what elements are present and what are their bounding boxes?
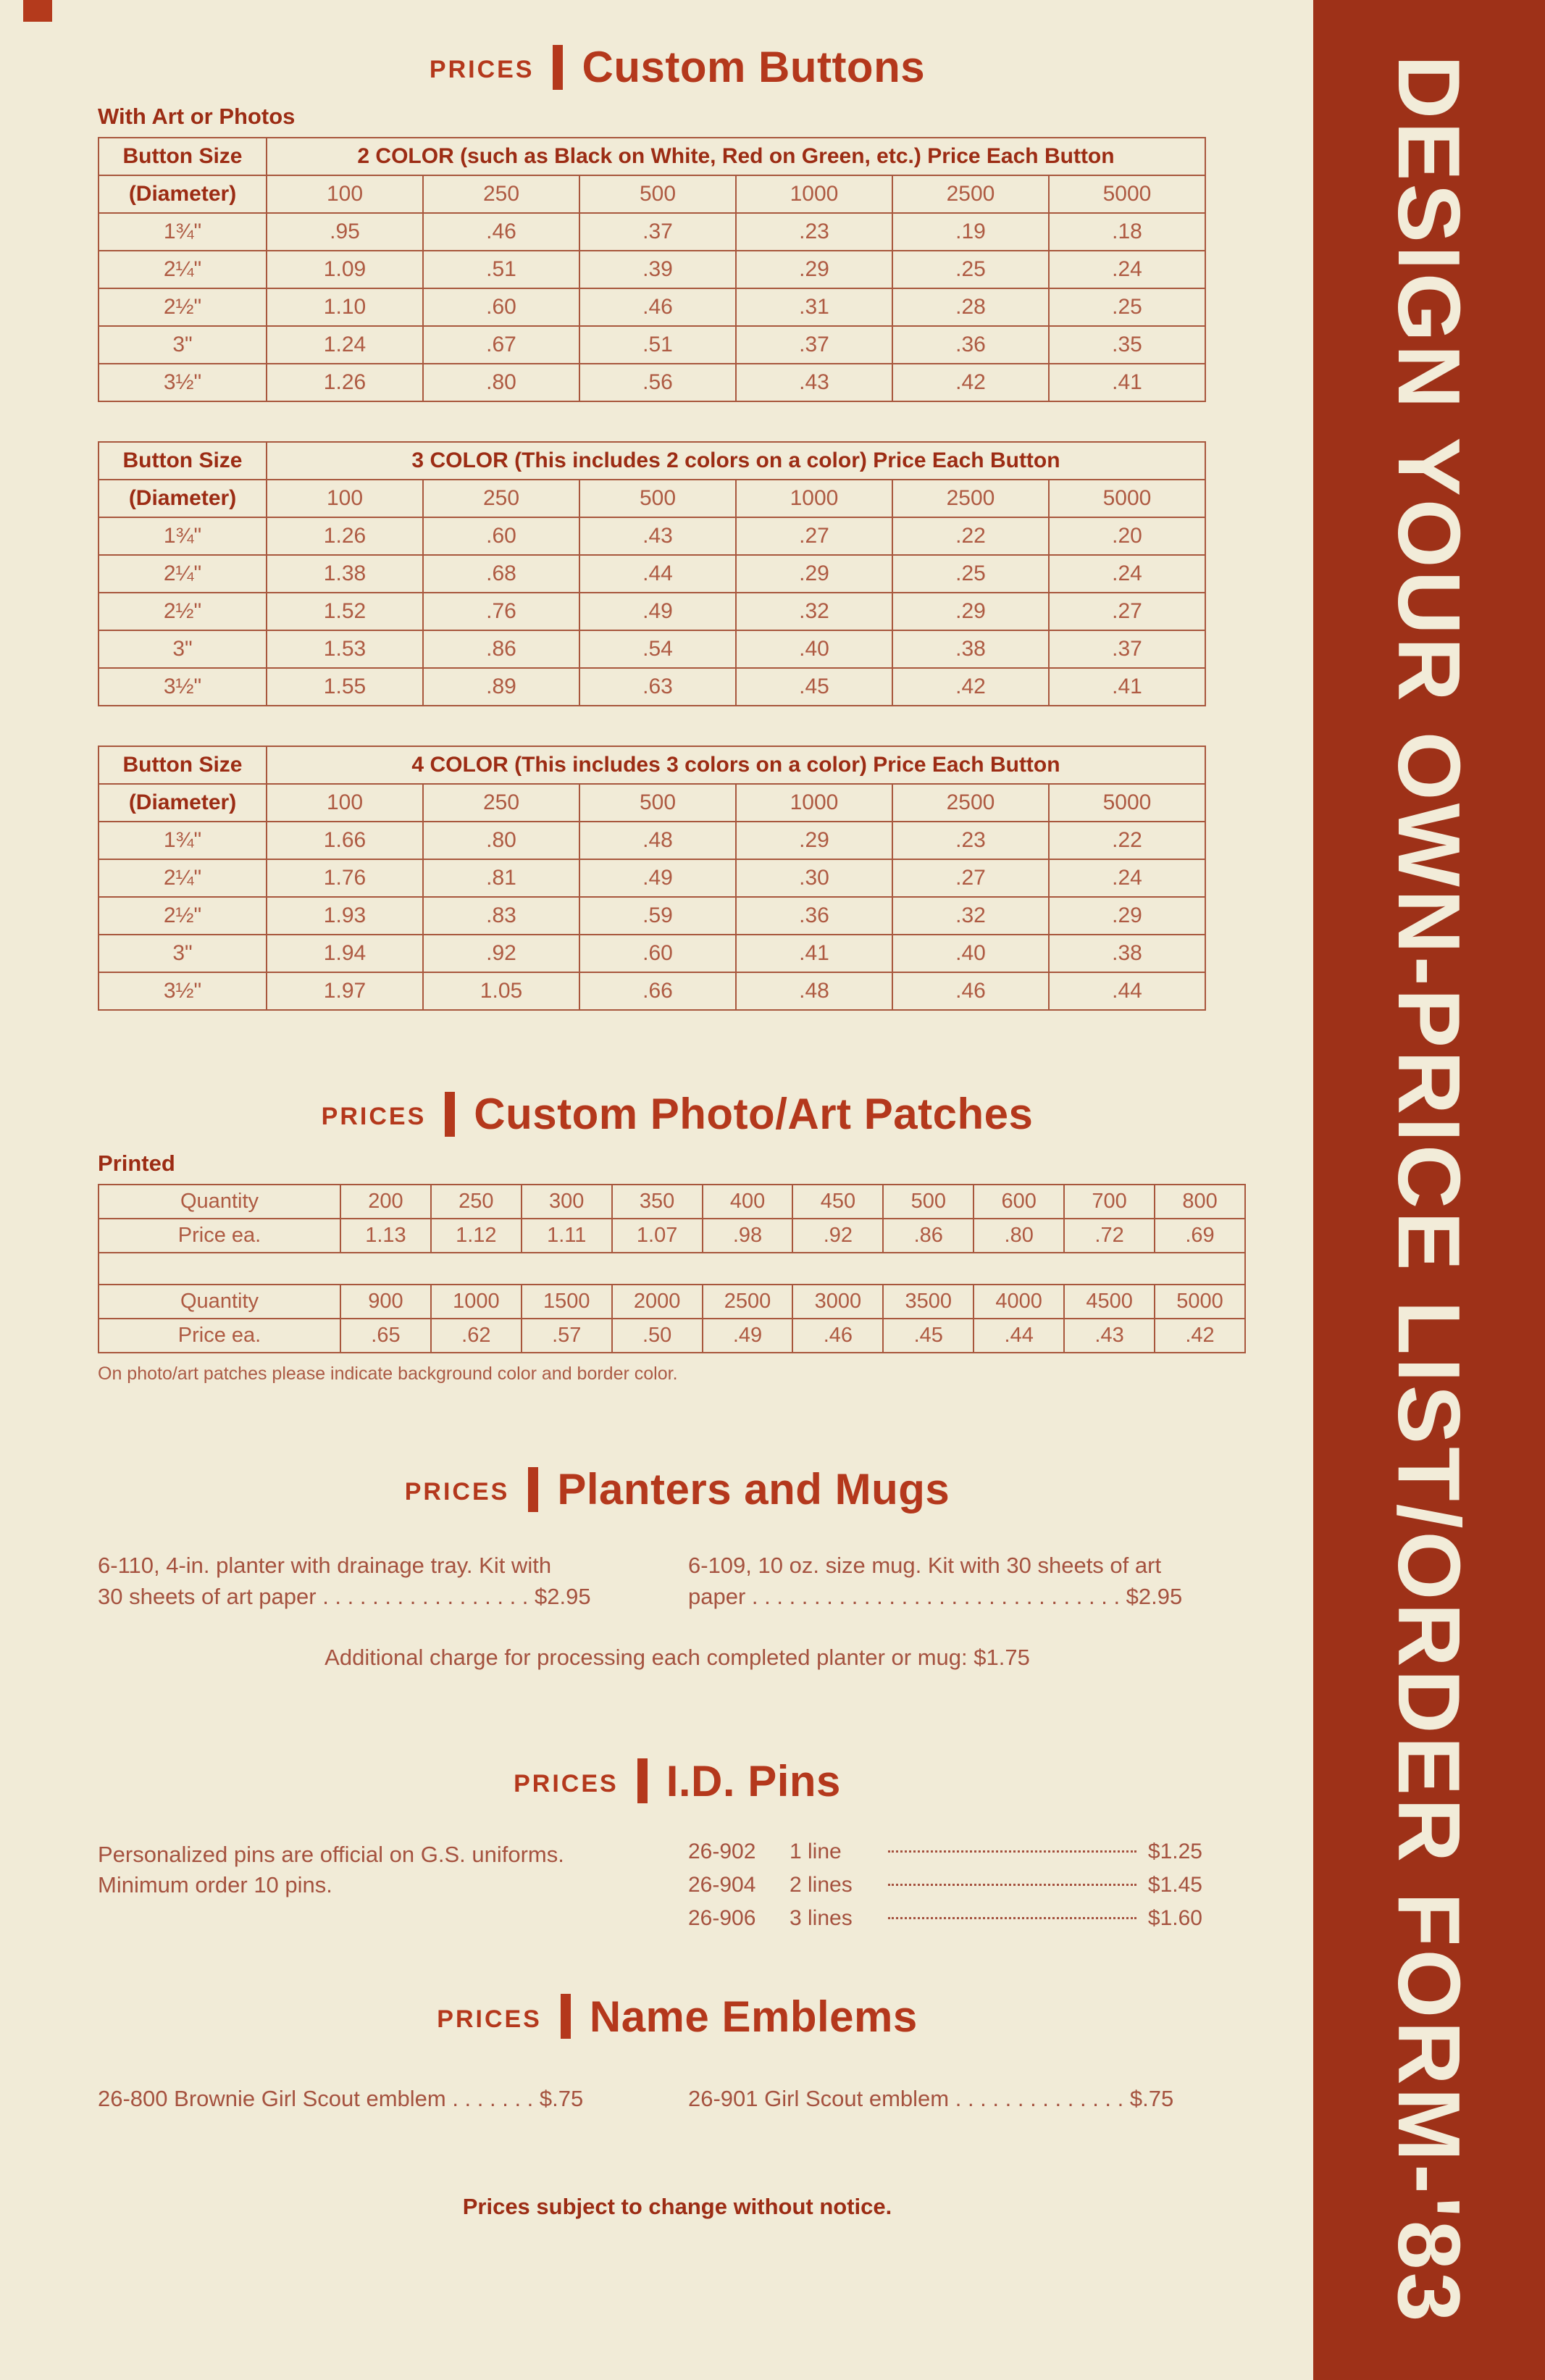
- table-row: [99, 593, 1205, 630]
- table-row: [99, 213, 1205, 251]
- price-cell: 1.11: [522, 1219, 612, 1253]
- price-cell: .43: [736, 364, 892, 401]
- price-cell: .24: [1049, 251, 1205, 288]
- item-price: $1.45: [1147, 1872, 1202, 1897]
- price-cell: 1.05: [423, 972, 579, 1010]
- section-title: Name Emblems: [589, 1992, 918, 2041]
- spacer-row: [99, 1253, 1245, 1285]
- price-cell: .42: [1155, 1319, 1245, 1353]
- section-title: Planters and Mugs: [557, 1465, 950, 1513]
- id-pin-price-line: [688, 1906, 1202, 1940]
- processing-charge-note: Additional charge for processing each completed planter or mug: $1.75: [325, 1644, 1030, 1670]
- price-cell: .46: [423, 213, 579, 251]
- item-text-line: 30 sheets of art paper . . . . . . . . . . . . . . . . . $2.95: [98, 1583, 591, 1609]
- row-label-cell: 3½": [99, 668, 267, 706]
- price-cell: 1.93: [267, 897, 423, 935]
- brownie-emblem-item: 26-800 Brownie Girl Scout emblem . . . . . . . $.75: [98, 2085, 584, 2111]
- price-cell: .44: [579, 555, 736, 593]
- section-subtitle: With Art or Photos: [98, 104, 296, 129]
- price-cell: .92: [423, 935, 579, 972]
- table-row: [99, 288, 1205, 326]
- price-cell: 300: [522, 1185, 612, 1219]
- table-subheader-row: [99, 175, 1205, 213]
- price-cell: .72: [1064, 1219, 1155, 1253]
- column-header-qty: 5000: [1049, 784, 1205, 822]
- patch-price-table: [98, 1184, 1246, 1353]
- price-cell: .44: [974, 1319, 1064, 1353]
- price-cell: 250: [431, 1185, 522, 1219]
- price-cell: 800: [1155, 1185, 1245, 1219]
- table-row: [99, 859, 1205, 897]
- column-header-qty: 1000: [736, 784, 892, 822]
- price-cell: .56: [579, 364, 736, 401]
- price-cell: .69: [1155, 1219, 1245, 1253]
- section-title: I.D. Pins: [666, 1756, 841, 1805]
- price-cell: .66: [579, 972, 736, 1010]
- side-banner: [1313, 0, 1545, 2380]
- column-header-color-pricing: 4 COLOR (This includes 3 colors on a color) Price Each Button: [267, 746, 1205, 784]
- price-cell: .25: [892, 251, 1049, 288]
- price-cell: 4000: [974, 1285, 1064, 1319]
- emblem-items: [98, 2084, 1257, 2115]
- row-label-cell: 2¼": [99, 859, 267, 897]
- price-cell: .29: [736, 822, 892, 859]
- item-code: 26-904: [688, 1872, 756, 1897]
- table-row: [99, 1319, 1245, 1353]
- description-line: Personalized pins are official on G.S. uniforms.: [98, 1841, 564, 1867]
- price-cell: .31: [736, 288, 892, 326]
- price-cell: .49: [579, 593, 736, 630]
- price-cell: .18: [1049, 213, 1205, 251]
- price-cell: 1.55: [267, 668, 423, 706]
- price-cell: 700: [1064, 1185, 1155, 1219]
- row-label-cell: 3½": [99, 972, 267, 1010]
- id-pins-description: [98, 1840, 688, 1940]
- price-cell: .22: [892, 517, 1049, 555]
- item-label: 1 line: [790, 1839, 842, 1863]
- price-cell: 450: [792, 1185, 883, 1219]
- table-row: [99, 897, 1205, 935]
- price-cell: .35: [1049, 326, 1205, 364]
- price-cell: .37: [1049, 630, 1205, 668]
- heading-divider-bar: [553, 45, 563, 90]
- price-cell: .43: [579, 517, 736, 555]
- price-cell: 1.07: [612, 1219, 703, 1253]
- price-cell: .32: [736, 593, 892, 630]
- section-heading: [98, 1089, 1257, 1139]
- price-cell: .60: [423, 517, 579, 555]
- price-cell: .41: [1049, 364, 1205, 401]
- description-line: Minimum order 10 pins.: [98, 1872, 332, 1898]
- column-header-diameter: (Diameter): [99, 784, 267, 822]
- price-cell: .29: [736, 555, 892, 593]
- price-cell: .32: [892, 897, 1049, 935]
- item-price: $1.60: [1147, 1905, 1202, 1930]
- row-label-cell: Quantity: [99, 1185, 340, 1219]
- prices-kicker: PRICES: [404, 1478, 510, 1506]
- price-cell: .37: [736, 326, 892, 364]
- price-cell: .38: [892, 630, 1049, 668]
- section-heading: [98, 42, 1257, 92]
- price-cell: .46: [792, 1319, 883, 1353]
- section-custom-buttons: [98, 42, 1257, 1011]
- button-price-table-4-color: [98, 746, 1206, 1011]
- column-header-qty: 500: [579, 175, 736, 213]
- row-label-cell: 1¾": [99, 517, 267, 555]
- price-cell: 1.52: [267, 593, 423, 630]
- row-label-cell: 2½": [99, 593, 267, 630]
- table-row: [99, 326, 1205, 364]
- item-code: 26-906: [688, 1905, 756, 1930]
- price-cell: 1.10: [267, 288, 423, 326]
- planter-kit-item: [98, 1550, 688, 1613]
- price-cell: 350: [612, 1185, 703, 1219]
- price-cell: 1.53: [267, 630, 423, 668]
- row-label-cell: 2½": [99, 897, 267, 935]
- heading-divider-bar: [561, 1994, 571, 2039]
- price-cell: 1.09: [267, 251, 423, 288]
- id-pins-price-list: [688, 1840, 1202, 1940]
- price-cell: .44: [1049, 972, 1205, 1010]
- price-cell: 1.13: [340, 1219, 431, 1253]
- section-subtitle: Printed: [98, 1151, 175, 1176]
- section-title: Custom Buttons: [582, 43, 926, 91]
- price-cell: .36: [736, 897, 892, 935]
- item-price: $1.25: [1147, 1839, 1202, 1863]
- price-cell: .49: [579, 859, 736, 897]
- price-cell: .28: [892, 288, 1049, 326]
- table-row: [99, 668, 1205, 706]
- row-label-cell: 2¼": [99, 251, 267, 288]
- table-row: [99, 822, 1205, 859]
- row-label-cell: 1¾": [99, 213, 267, 251]
- price-cell: .22: [1049, 822, 1205, 859]
- price-cell: .67: [423, 326, 579, 364]
- price-cell: .95: [267, 213, 423, 251]
- section-photo-art-patches: [98, 1089, 1257, 1385]
- price-cell: .29: [892, 593, 1049, 630]
- price-cell: .39: [579, 251, 736, 288]
- price-cell: .45: [736, 668, 892, 706]
- price-cell: 3500: [883, 1285, 974, 1319]
- price-cell: .45: [883, 1319, 974, 1353]
- item-text-line: 6-110, 4-in. planter with drainage tray. Kit with: [98, 1553, 552, 1578]
- price-cell: 2000: [612, 1285, 703, 1319]
- price-cell: .83: [423, 897, 579, 935]
- row-label-cell: Price ea.: [99, 1219, 340, 1253]
- price-cell: .25: [1049, 288, 1205, 326]
- item-code: 26-902: [688, 1839, 756, 1863]
- id-pin-price-line: [688, 1873, 1202, 1906]
- price-cell: 400: [703, 1185, 793, 1219]
- table-row: [99, 630, 1205, 668]
- column-header-qty: 250: [423, 784, 579, 822]
- column-header-qty: 500: [579, 480, 736, 517]
- button-price-table-2-color: [98, 137, 1206, 402]
- row-label-cell: 1¾": [99, 822, 267, 859]
- price-cell: 1.38: [267, 555, 423, 593]
- column-header-qty: 100: [267, 480, 423, 517]
- price-cell: .49: [703, 1319, 793, 1353]
- column-header-button-size: Button Size: [99, 442, 267, 480]
- column-header-qty: 100: [267, 175, 423, 213]
- column-header-diameter: (Diameter): [99, 480, 267, 517]
- price-cell: 600: [974, 1185, 1064, 1219]
- column-header-color-pricing: 3 COLOR (This includes 2 colors on a color) Price Each Button: [267, 442, 1205, 480]
- price-cell: 3000: [792, 1285, 883, 1319]
- table-header-row: [99, 442, 1205, 480]
- prices-kicker: PRICES: [514, 1769, 619, 1797]
- patch-note: On photo/art patches please indicate background color and border color.: [98, 1364, 678, 1384]
- price-cell: .68: [423, 555, 579, 593]
- table-row: [99, 972, 1205, 1010]
- column-header-qty: 5000: [1049, 175, 1205, 213]
- price-cell: .81: [423, 859, 579, 897]
- table-row: [99, 1185, 1245, 1219]
- price-cell: .27: [892, 859, 1049, 897]
- price-cell: .23: [736, 213, 892, 251]
- dot-leader: [888, 1850, 1136, 1853]
- row-label-cell: Quantity: [99, 1285, 340, 1319]
- price-cell: .51: [423, 251, 579, 288]
- column-header-qty: 2500: [892, 480, 1049, 517]
- price-cell: .41: [736, 935, 892, 972]
- price-cell: .29: [1049, 897, 1205, 935]
- price-cell: .43: [1064, 1319, 1155, 1353]
- price-cell: .46: [892, 972, 1049, 1010]
- column-header-qty: 5000: [1049, 480, 1205, 517]
- page-footer: Prices subject to change without notice.: [462, 2194, 892, 2220]
- table-subheader-row: [99, 784, 1205, 822]
- column-header-qty: 250: [423, 175, 579, 213]
- table-subheader-row: [99, 480, 1205, 517]
- row-label-cell: 3": [99, 630, 267, 668]
- column-header-color-pricing: 2 COLOR (such as Black on White, Red on Green, etc.) Price Each Button: [267, 138, 1205, 175]
- girl-scout-emblem-item: 26-901 Girl Scout emblem . . . . . . . . . . . . . . $.75: [688, 2085, 1174, 2111]
- price-cell: .89: [423, 668, 579, 706]
- price-cell: 1000: [431, 1285, 522, 1319]
- price-cell: 2500: [703, 1285, 793, 1319]
- price-cell: .76: [423, 593, 579, 630]
- prices-kicker: PRICES: [321, 1103, 427, 1130]
- price-cell: .86: [883, 1219, 974, 1253]
- price-cell: .25: [892, 555, 1049, 593]
- price-cell: .41: [1049, 668, 1205, 706]
- price-cell: .40: [892, 935, 1049, 972]
- column-header-qty: 100: [267, 784, 423, 822]
- price-cell: .65: [340, 1319, 431, 1353]
- price-cell: .40: [736, 630, 892, 668]
- id-pins-content: [98, 1840, 1257, 1940]
- table-row: [99, 364, 1205, 401]
- column-header-qty: 2500: [892, 175, 1049, 213]
- price-cell: .98: [703, 1219, 793, 1253]
- column-header-button-size: Button Size: [99, 746, 267, 784]
- price-cell: .51: [579, 326, 736, 364]
- planter-items: [98, 1550, 1257, 1613]
- section-name-emblems: [98, 1992, 1257, 2115]
- price-cell: 1.66: [267, 822, 423, 859]
- price-cell: .60: [423, 288, 579, 326]
- table-row: [99, 1219, 1245, 1253]
- price-cell: .60: [579, 935, 736, 972]
- price-cell: .46: [579, 288, 736, 326]
- button-price-table-3-color: [98, 441, 1206, 706]
- price-cell: .57: [522, 1319, 612, 1353]
- section-heading: [98, 1756, 1257, 1806]
- heading-divider-bar: [637, 1758, 648, 1803]
- section-planters-and-mugs: [98, 1464, 1257, 1671]
- price-cell: .27: [736, 517, 892, 555]
- column-header-qty: 1000: [736, 480, 892, 517]
- spacer-cell: [99, 1253, 1245, 1285]
- price-cell: 900: [340, 1285, 431, 1319]
- banner-text: DESIGN YOUR OWN-PRICE LIST/ORDER FORM-'83: [1380, 55, 1478, 2325]
- price-cell: .24: [1049, 859, 1205, 897]
- price-cell: .36: [892, 326, 1049, 364]
- mug-kit-item: [688, 1550, 1257, 1613]
- price-cell: 500: [883, 1185, 974, 1219]
- price-cell: .19: [892, 213, 1049, 251]
- item-text-line: 6-109, 10 oz. size mug. Kit with 30 sheets of art: [688, 1553, 1162, 1578]
- price-cell: .20: [1049, 517, 1205, 555]
- price-cell: .24: [1049, 555, 1205, 593]
- price-cell: 5000: [1155, 1285, 1245, 1319]
- row-label-cell: 3": [99, 326, 267, 364]
- price-cell: .30: [736, 859, 892, 897]
- price-cell: .62: [431, 1319, 522, 1353]
- row-label-cell: 3½": [99, 364, 267, 401]
- dot-leader: [888, 1917, 1136, 1919]
- price-cell: .38: [1049, 935, 1205, 972]
- column-header-qty: 500: [579, 784, 736, 822]
- row-label-cell: 2½": [99, 288, 267, 326]
- column-header-diameter: (Diameter): [99, 175, 267, 213]
- price-cell: 4500: [1064, 1285, 1155, 1319]
- price-cell: .27: [1049, 593, 1205, 630]
- price-cell: 1500: [522, 1285, 612, 1319]
- table-row: [99, 251, 1205, 288]
- price-cell: 1.24: [267, 326, 423, 364]
- item-text-line: paper . . . . . . . . . . . . . . . . . . . . . . . . . . . . . . $2.95: [688, 1583, 1183, 1609]
- column-header-qty: 250: [423, 480, 579, 517]
- price-cell: .48: [736, 972, 892, 1010]
- row-label-cell: 2¼": [99, 555, 267, 593]
- item-label: 2 lines: [790, 1872, 853, 1897]
- section-heading: [98, 1992, 1257, 2042]
- table-row: [99, 1285, 1245, 1319]
- price-cell: 1.76: [267, 859, 423, 897]
- price-cell: .37: [579, 213, 736, 251]
- section-heading: [98, 1464, 1257, 1514]
- price-cell: .80: [974, 1219, 1064, 1253]
- price-cell: .23: [892, 822, 1049, 859]
- prices-kicker: PRICES: [437, 2005, 542, 2033]
- price-cell: .80: [423, 364, 579, 401]
- table-header-row: [99, 138, 1205, 175]
- prices-kicker: PRICES: [429, 56, 535, 83]
- price-cell: .42: [892, 668, 1049, 706]
- price-cell: .59: [579, 897, 736, 935]
- table-header-row: [99, 746, 1205, 784]
- item-label: 3 lines: [790, 1905, 853, 1930]
- heading-divider-bar: [528, 1467, 538, 1512]
- heading-divider-bar: [445, 1092, 455, 1137]
- price-cell: .92: [792, 1219, 883, 1253]
- row-label-cell: Price ea.: [99, 1319, 340, 1353]
- table-row: [99, 517, 1205, 555]
- price-cell: .54: [579, 630, 736, 668]
- price-cell: .42: [892, 364, 1049, 401]
- price-cell: .29: [736, 251, 892, 288]
- price-cell: 1.26: [267, 364, 423, 401]
- price-cell: 1.94: [267, 935, 423, 972]
- column-header-button-size: Button Size: [99, 138, 267, 175]
- price-cell: .86: [423, 630, 579, 668]
- column-header-qty: 2500: [892, 784, 1049, 822]
- price-cell: .50: [612, 1319, 703, 1353]
- section-id-pins: [98, 1756, 1257, 1940]
- column-header-qty: 1000: [736, 175, 892, 213]
- price-cell: 1.26: [267, 517, 423, 555]
- price-cell: .63: [579, 668, 736, 706]
- price-cell: .80: [423, 822, 579, 859]
- dot-leader: [888, 1884, 1136, 1886]
- price-cell: 1.97: [267, 972, 423, 1010]
- price-cell: 200: [340, 1185, 431, 1219]
- id-pin-price-line: [688, 1840, 1202, 1873]
- row-label-cell: 3": [99, 935, 267, 972]
- table-row: [99, 935, 1205, 972]
- price-cell: .48: [579, 822, 736, 859]
- price-cell: 1.12: [431, 1219, 522, 1253]
- table-row: [99, 555, 1205, 593]
- section-title: Custom Photo/Art Patches: [474, 1090, 1034, 1138]
